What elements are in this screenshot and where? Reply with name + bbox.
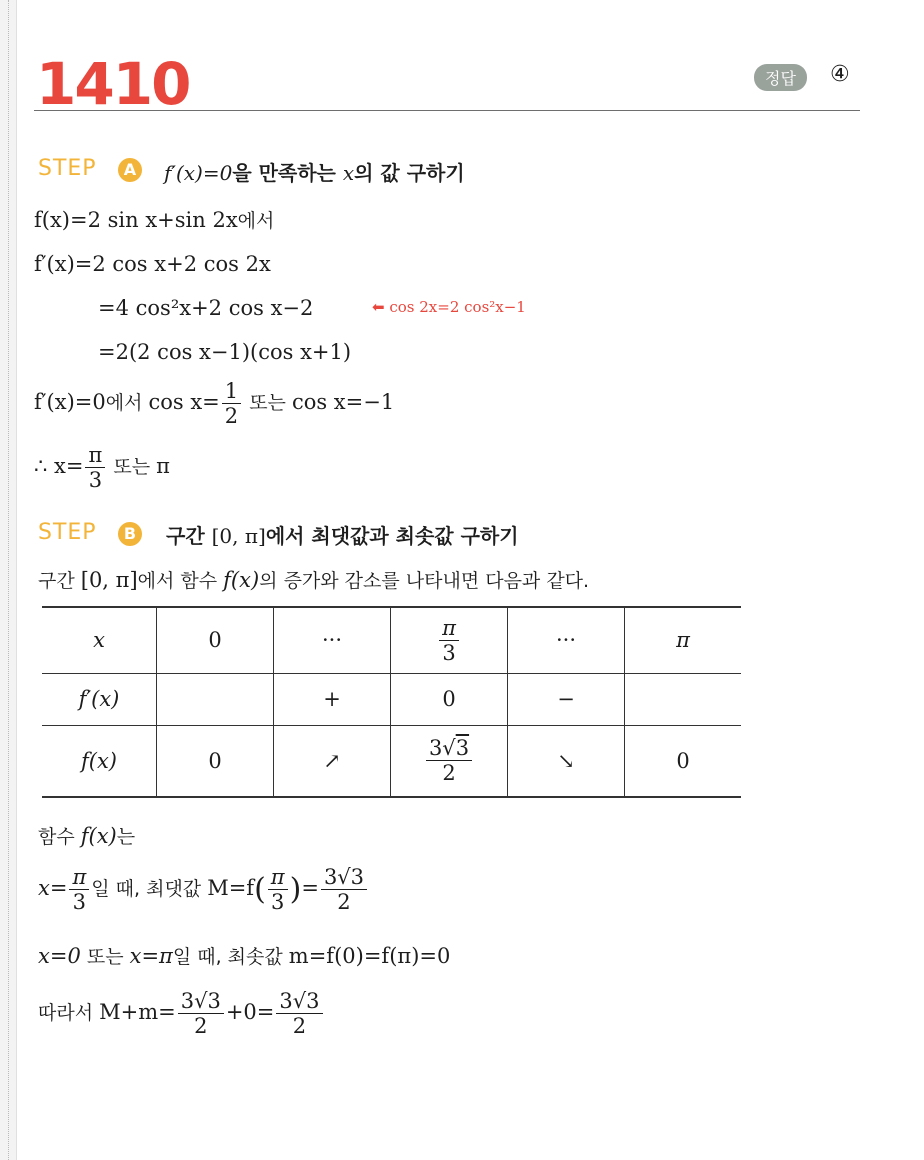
table-cell: +	[274, 673, 391, 725]
binding-dotted-line	[8, 0, 9, 1160]
double-angle-note	[372, 298, 526, 316]
step-a-label: STEP	[38, 156, 97, 181]
derivation-line-1-math: f(x)=2 sin x+sin 2x	[34, 208, 238, 232]
derivation-line-6-pre: ∴ x=	[34, 454, 84, 479]
derivation-line-1-text: 에서	[237, 210, 275, 232]
step-b-label: STEP	[38, 520, 97, 545]
fraction-denominator: 2	[224, 404, 239, 429]
fraction-pi-over-3	[69, 866, 89, 913]
conclusion-line-4	[38, 990, 325, 1037]
table-cell: ···	[508, 607, 625, 673]
right-paren: )	[289, 872, 302, 908]
table-cell: π	[625, 607, 742, 673]
derivation-line-1	[34, 206, 274, 233]
fraction-numerator: π	[69, 866, 89, 890]
table-cell: x	[93, 628, 105, 653]
conclusion-line-1	[38, 822, 135, 849]
left-arrow-icon: ⬅	[372, 298, 385, 316]
conclusion-4-mid: +0=	[225, 1000, 275, 1025]
derivation-line-5-tail: cos x=−1	[291, 390, 395, 415]
fraction-numerator: 1	[222, 380, 241, 404]
fraction-numerator: 3√3	[276, 990, 322, 1014]
conclusion-1-text: 함수	[38, 826, 81, 848]
derivation-line-5	[34, 380, 394, 427]
decreasing-arrow-icon: ↘	[508, 725, 625, 797]
table-row-derivative	[42, 673, 741, 725]
intro-func: f(x)	[223, 568, 260, 592]
conclusion-2-text: 일 때, 최댓값	[91, 878, 208, 901]
conclusion-4-math: M+m=	[99, 1000, 176, 1025]
conclusion-line-3	[38, 942, 450, 969]
table-intro	[38, 566, 589, 593]
conclusion-3-math-1: x=0	[38, 944, 81, 968]
step-a-letter: A	[118, 158, 142, 182]
table-cell-pi-over-3	[391, 607, 508, 673]
fraction-denominator: 3	[271, 890, 285, 915]
derivation-line-6-tail: π	[156, 454, 170, 479]
table-cell: 0	[157, 725, 274, 797]
answer-badge: 정답	[754, 64, 807, 91]
table-cell: f(x)	[80, 748, 117, 773]
answer-value: ④	[830, 62, 850, 87]
conclusion-1-text-2: 는	[116, 826, 136, 848]
increasing-arrow-icon: ↗	[274, 725, 391, 797]
step-a-title-text-2: 의 값 구하기	[354, 161, 465, 185]
fraction-denominator: 2	[292, 1014, 307, 1039]
fraction-final-answer	[276, 990, 322, 1037]
fraction-pi-over-3	[439, 617, 459, 664]
derivation-line-5-text-1: 에서	[105, 392, 149, 415]
step-a-title-math: f′(x)=0	[164, 161, 233, 185]
derivation-line-2: f′(x)=2 cos x+2 cos 2x	[34, 252, 271, 276]
step-a-title-var: x	[342, 161, 355, 185]
step-a-title	[164, 157, 465, 186]
fraction-numerator: 3√3	[321, 866, 367, 890]
fraction-denominator: 3	[72, 890, 87, 915]
intro-text-2: 에서 함수	[137, 570, 224, 592]
step-a-title-text-1: 을 만족하는	[232, 161, 343, 185]
table-cell	[625, 673, 742, 725]
table-cell: −	[508, 673, 625, 725]
conclusion-3-text-1: 또는	[80, 946, 130, 968]
header-divider	[34, 110, 860, 111]
fraction-denominator: 2	[442, 761, 456, 786]
table-row-x	[42, 607, 741, 673]
intro-interval: [0, π]	[80, 568, 138, 592]
fraction-numerator: π	[268, 866, 288, 890]
fraction-numerator: 3√3	[178, 990, 224, 1014]
fraction-numerator: π	[85, 444, 105, 468]
conclusion-2-pre: x=	[38, 876, 68, 901]
conclusion-1-math: f(x)	[80, 824, 117, 848]
table-cell-max-value	[391, 725, 508, 797]
table-cell: f′(x)	[78, 687, 120, 711]
conclusion-line-2	[38, 866, 369, 913]
conclusion-2-eq: =	[301, 876, 319, 901]
problem-number: 1410	[36, 50, 190, 118]
fraction-numerator: 3√3	[426, 737, 472, 761]
derivation-line-4: =2(2 cos x−1)(cos x+1)	[98, 340, 352, 364]
fraction-max-value	[321, 866, 367, 913]
table-cell: 0	[625, 725, 742, 797]
fraction-pi-over-3	[85, 444, 105, 491]
derivation-line-6	[34, 444, 170, 491]
conclusion-3-text-2: 일 때, 최솟값	[172, 946, 289, 968]
intro-text-1: 구간	[38, 570, 81, 592]
step-b-letter: B	[118, 522, 142, 546]
table-cell	[157, 673, 274, 725]
conclusion-2-math: M=f	[207, 876, 255, 901]
table-cell: 0	[391, 673, 508, 725]
conclusion-4-text: 따라서	[38, 1002, 100, 1025]
fraction-denominator: 3	[442, 640, 456, 665]
fraction-3-root-3-over-2	[426, 737, 472, 784]
table-row-function	[42, 725, 741, 797]
fraction-denominator: 2	[337, 890, 351, 915]
fraction-numerator: π	[439, 617, 459, 641]
step-b-title-text-2: 에서 최댓값과 최솟값 구하기	[265, 524, 519, 548]
left-paren: (	[254, 872, 266, 908]
derivation-line-5-text-2: 또는	[243, 392, 292, 415]
double-angle-note-text: cos 2x=2 cos²x−1	[389, 298, 526, 316]
intro-text-3: 의 증가와 감소를 나타내면 다음과 같다.	[259, 570, 590, 592]
derivation-line-6-text: 또는	[107, 456, 157, 479]
derivation-line-3: =4 cos²x+2 cos x−2	[98, 296, 314, 320]
fraction-pi-over-3-arg	[268, 866, 288, 913]
derivation-line-5-cos: cos x=	[148, 390, 220, 415]
fraction-3-root-3-over-2	[178, 990, 224, 1037]
step-b-title-math: [0, π]	[211, 524, 266, 548]
fraction-denominator: 2	[194, 1014, 208, 1039]
step-b-title	[166, 520, 519, 549]
table-cell: 0	[157, 607, 274, 673]
fraction-one-half	[222, 380, 241, 427]
derivation-line-5-math: f′(x)=0	[34, 390, 106, 415]
step-b-title-text-1: 구간	[166, 524, 212, 548]
conclusion-3-math-2: x=π	[129, 944, 173, 968]
conclusion-3-math-3: m=f(0)=f(π)=0	[288, 944, 451, 968]
increase-decrease-table	[42, 606, 741, 798]
table-cell: ···	[274, 607, 391, 673]
fraction-denominator: 3	[88, 468, 103, 493]
